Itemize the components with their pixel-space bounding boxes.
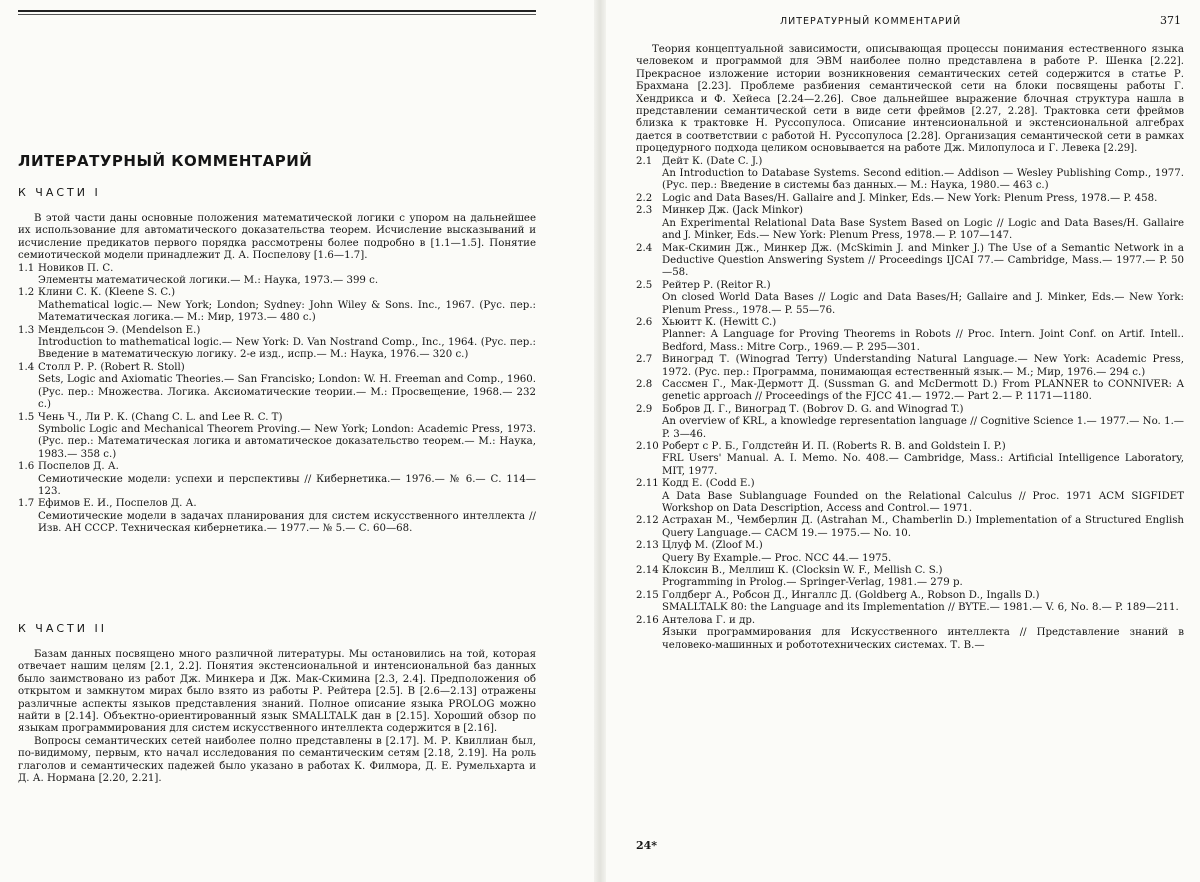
reference-author: Рейтер Р. (Reitor R.): [662, 279, 771, 291]
reference-entry: [636, 280, 1184, 317]
reference-number: 1.4: [18, 361, 35, 373]
reference-author: Дейт К. (Date C. J.): [662, 155, 763, 167]
part2-section: [18, 622, 536, 785]
reference-entry: [636, 354, 1184, 379]
part2-reference-list: [636, 156, 1184, 652]
reference-details: Programming in Prolog.— Springer-Verlag, 1981.— 279 p.: [662, 577, 963, 589]
reference-details: An overview of KRL, a knowledge representation language // Cognitive Science 1.— 1977.— No. 1.— P. 3—46.: [662, 416, 1184, 440]
reference-body: [38, 325, 536, 362]
reference-entry: [636, 404, 1184, 441]
reference-number: 2.10: [636, 441, 659, 452]
reference-details: An Introduction to Database Systems. Second edition.— Addison — Wesley Publishing Comp., 1977. (Рус. пер.: Введение в системы баз данных.— М.: Наука, 1980.— 463 с.): [662, 168, 1184, 192]
reference-body: [38, 461, 536, 498]
reference-number: 2.7: [636, 354, 653, 366]
right-page: [600, 0, 1200, 882]
reference-number: 2.8: [636, 378, 653, 390]
reference-number: 2.1: [636, 155, 653, 167]
reference-body: [38, 412, 536, 462]
reference-author: Чень Ч., Ли Р. К. (Chang C. L. and Lee R. C. T): [38, 411, 283, 423]
page-number: 371: [1160, 14, 1181, 27]
reference-body: [38, 263, 536, 288]
reference-number: 2.12: [636, 515, 659, 527]
reference-author: Клоксин В., Меллиш К. (Clocksin W. F., Mellish C. S.): [662, 565, 943, 577]
reference-entry: [18, 287, 536, 324]
reference-author: Ефимов Е. И., Поспелов Д. А.: [38, 498, 197, 510]
reference-author: Столл Р. Р. (Robert R. Stoll): [38, 361, 185, 373]
reference-details: Элементы математической логики.— М.: Наука, 1973.— 399 с.: [38, 275, 379, 287]
reference-body: [38, 362, 536, 412]
reference-entry: [636, 478, 1184, 515]
reference-entry: [636, 590, 1184, 615]
reference-number: 1.7: [18, 498, 35, 510]
reference-author: Поспелов Д. А.: [38, 461, 119, 473]
reference-entry: [18, 263, 536, 288]
reference-number: 2.14: [636, 565, 659, 577]
reference-details: Introduction to mathematical logic.— New York: D. Van Nostrand Comp., Inc., 1964. (Рус. пер.: Введение в математическую логику. 2-е изд., испр.— М.: Наука, 1976.— 320 с.): [38, 337, 536, 361]
reference-entry: [636, 615, 1184, 652]
part1-intro: В этой части даны основные положения математической логики с упором на дальнейшее их использование для автоматического доказательства теорем. Исчисление высказываний и исчисление предикатов первого порядка рассмотрены более подробно в [1.1—1.5]. Понятие семиотической модели принадлежит Д. А. Поспелову [1.6—1.7].: [18, 213, 536, 262]
part1-heading: К ЧАСТИ I: [18, 186, 101, 199]
reference-details: Sets, Logic and Axiomatic Theories.— San Francisko; London: W. H. Freeman and Comp., 1960. (Рус. пер.: Множества. Логика. Аксиоматические теории.— М.: Просвещение, 1968.— 232 с.): [38, 374, 536, 411]
reference-body: [662, 317, 1184, 354]
reference-details: FRL Users' Manual. A. I. Memo. No. 408.— Cambridge, Mass.: Artificial Intelligence Laboratory, MIT, 1977.: [662, 453, 1184, 477]
reference-details: Symbolic Logic and Mechanical Theorem Proving.— New York; London: Academic Press, 1973. (Рус. пер.: Математическая логика и автоматическое доказательство теорем.— М.: Наука, 1983.— 358 с.): [38, 423, 536, 460]
reference-number: 2.13: [636, 540, 659, 552]
reference-number: 1.6: [18, 461, 35, 473]
reference-details: Семиотические модели в задачах планирования для систем искусственного интеллекта // Изв. АН СССР. Техническая кибернетика.— 1977.— № 5.— С. 60—68.: [38, 510, 536, 535]
reference-body: [662, 280, 1184, 317]
reference-body: [662, 379, 1184, 404]
reference-entry: [18, 498, 536, 535]
reference-entry: [636, 317, 1184, 354]
reference-author: Клини С. К. (Kleene S. C.): [38, 287, 176, 299]
reference-details: Planner: A Language for Proving Theorems in Robots // Proc. Intern. Joint Conf. on Artif. Intell.. Bedford, Mass.: Mitre Corp., 1969.— P. 295—301.: [662, 329, 1184, 353]
reference-author: Logic and Data Bases/H. Gallaire and J. Minker, Eds.— New York: Plenum Press, 1978.— P. 458.: [662, 192, 1158, 204]
reference-number: 1.1: [18, 262, 35, 274]
reference-body: [662, 565, 1184, 590]
part1-section: [18, 186, 536, 536]
reference-author: Хьюитт К. (Hewitt C.): [662, 316, 777, 328]
reference-entry: [18, 362, 536, 412]
part2-heading: К ЧАСТИ II: [18, 622, 107, 635]
reference-body: [662, 156, 1184, 193]
reference-entry: [636, 565, 1184, 590]
reference-body: [662, 205, 1184, 242]
reference-details: A Data Base Sublanguage Founded on the Relational Calculus // Proc. 1971 ACM SIGFIDET Workshop on Data Description, Access and Control.— 1971.: [662, 490, 1184, 515]
top-rule-thin: [18, 14, 536, 15]
reference-entry: [18, 325, 536, 362]
reference-body: [662, 404, 1184, 441]
reference-body: [662, 540, 1184, 565]
reference-details: Mathematical logic.— New York; London; Sydney: John Wiley & Sons. Inc., 1967. (Рус. пер.: Математическая логика.— М.: Мир, 1973.— 480 с.): [38, 299, 536, 324]
reference-author: Кодд Е. (Codd E.): [662, 478, 755, 490]
reference-number: 2.5: [636, 279, 653, 291]
reference-details: On closed World Data Bases // Logic and Data Bases/H; Gallaire and J. Minker, Eds.— New York: Plenum Press., 1978.— P. 55—76.: [662, 292, 1184, 316]
reference-author: Астрахан М., Чемберлин Д. (Astrahan M., Chamberlin D.) Implementation of a Structured English Query Language.— CACM 19.— 1975.— No. 10.: [662, 515, 1184, 539]
reference-details: Query By Example.— Proc. NCC 44.— 1975.: [662, 552, 892, 564]
reference-number: 2.9: [636, 403, 653, 415]
reference-author: Роберт с Р. Б., Голдстейн И. П. (Roberts R. B. and Goldstein I. P.): [662, 441, 1006, 452]
reference-entry: [636, 441, 1184, 478]
part1-reference-list: [18, 263, 536, 536]
reference-body: [662, 515, 1184, 540]
part2-paragraph-1: Базам данных посвящено много различной литературы. Мы остановились на той, которая отвечает нашим целям [2.1, 2.2]. Понятия экстенсиональной и интенсиональной баз данных было заимствовано из работ Дж. Минкера и Дж. Мак-Скимина [2.3, 2.4]. Предположения об открытом и замкнутом мирах было взято из работы Р. Рейтера [2.5]. В [2.6—2.13] отражены различные аспекты языков представления знаний. Полное описание языка PROLOG можно найти в [2.14]. Объектно-ориентированный язык SMALLTALK дан в [2.15]. Хороший обзор по языкам программирования для систем искусственного интеллекта содержится в [2.16].: [18, 649, 536, 735]
reference-author: Сассмен Г., Мак-Дермотт Д. (Sussman G. and McDermott D.) From PLANNER to CONNIVER: A genetic approach // Proceedings of the FJCC 41.— 1972.— Part 2.— P. 1171—1180.: [662, 378, 1184, 403]
reference-author: Мендельсон Э. (Mendelson E.): [38, 324, 201, 336]
reference-number: 1.3: [18, 324, 35, 336]
part2-paragraph-2: Вопросы семантических сетей наиболее полно представлены в [2.17]. М. Р. Квиллиан был, по-видимому, первым, кто начал исследования по семантическим сетям [2.18, 2.19]. На роль глаголов и семантических падежей было указано в работах К. Филмора, Д. Е. Румельхарта и Д. А. Нормана [2.20, 2.21].: [18, 735, 536, 785]
reference-number: 2.6: [636, 316, 653, 328]
chapter-title: ЛИТЕРАТУРНЫЙ КОММЕНТАРИЙ: [18, 152, 313, 170]
reference-number: 2.3: [636, 205, 653, 217]
reference-author: Мак-Скимин Дж., Минкер Дж. (McSkimin J. and Minker J.) The Use of a Semantic Network in a Deductive Question Answering System // Proceedings IJCAI 77.— Cambridge, Mass.— 1977.— P. 50—58.: [662, 242, 1184, 279]
signature-mark: 24*: [636, 839, 658, 852]
reference-entry: [636, 243, 1184, 280]
reference-number: 2.2: [636, 192, 653, 204]
reference-body: [662, 478, 1184, 515]
reference-body: [662, 615, 1184, 652]
reference-body: [662, 354, 1184, 379]
reference-details: Языки программирования для Искусственного интеллекта // Представление знаний в человеко-машинных и робототехнических системах. Т. В.—: [662, 627, 1184, 651]
reference-body: [38, 498, 536, 535]
reference-author: Бобров Д. Г., Виноград Т. (Bobrov D. G. and Winograd T.): [662, 403, 964, 415]
reference-details: Семиотические модели: успехи и перспективы // Кибернетика.— 1976.— № 6.— С. 114—123.: [38, 473, 536, 497]
top-rule: [18, 10, 536, 12]
reference-details: SMALLTALK 80: the Language and its Implementation // BYTE.— 1981.— V. 6, No. 8.— P. 189—211.: [662, 602, 1179, 614]
reference-author: Голдберг А., Робсон Д., Ингаллс Д. (Goldberg A., Robson D., Ingalls D.): [662, 589, 1040, 601]
right-column: [636, 44, 1184, 652]
reference-author: Новиков П. С.: [38, 262, 114, 274]
reference-number: 2.15: [636, 589, 659, 601]
reference-entry: [636, 540, 1184, 565]
reference-entry: [636, 205, 1184, 242]
reference-entry: [18, 412, 536, 462]
reference-entry: [636, 193, 1184, 205]
reference-entry: [636, 156, 1184, 193]
reference-entry: [636, 379, 1184, 404]
reference-body: [38, 287, 536, 324]
reference-number: 1.5: [18, 411, 35, 423]
reference-author: Антелова Г. и др.: [662, 614, 756, 626]
reference-entry: [636, 515, 1184, 540]
reference-number: 2.16: [636, 614, 659, 626]
reference-entry: [18, 461, 536, 498]
running-head: ЛИТЕРАТУРНЫЙ КОММЕНТАРИЙ: [780, 16, 962, 27]
reference-details: An Experimental Relational Data Base System Based on Logic // Logic and Data Bases/H. Gallaire and J. Minker, Eds.— New York: Plenum Press, 1978.— P. 107—147.: [662, 217, 1184, 242]
reference-body: [662, 441, 1184, 478]
reference-body: [662, 193, 1184, 205]
reference-author: Виноград Т. (Winograd Terry) Understanding Natural Language.— New York: Academic Press, 1972. (Рус. пер.: Программа, понимающая естественный язык.— М.; Мир, 1976.— 294 с.): [662, 354, 1184, 378]
reference-author: Минкер Дж. (Jack Minkor): [662, 205, 803, 217]
reference-number: 2.4: [636, 242, 653, 254]
reference-body: [662, 243, 1184, 280]
part2-continued-paragraph: Теория концептуальной зависимости, описывающая процессы понимания естественного языка человеком и программой для ЭВМ наиболее полно представлена в работе Р. Шенка [2.22]. Прекрасное изложение истории возникновения семантических сетей содержится в статье Р. Брахмана [2.23]. Проблеме разбиения семантической сети на блоки посвящены работы Г. Хендрикса и Ф. Хейеса [2.24—2.26]. Свое дальнейшее выражение блочная структура нашла в представлении семантической сети в виде сети фреймов [2.27, 2.28]. Трактовка сети фреймов близка к трактовке Н. Руссопулоса. Описание интенсиональной и экстенсиональной алгебрах дается в соответствии с работой Н. Руссопулоса [2.28]. Организация семантической сети в рамках процедурного подхода целиком основывается на работе Дж. Милопулоса и Г. Левека [2.29].: [636, 44, 1184, 155]
reference-author: Цлуф М. (Zloof M.): [662, 540, 763, 552]
reference-number: 2.11: [636, 478, 659, 490]
reference-number: 1.2: [18, 287, 35, 299]
reference-body: [662, 590, 1184, 615]
